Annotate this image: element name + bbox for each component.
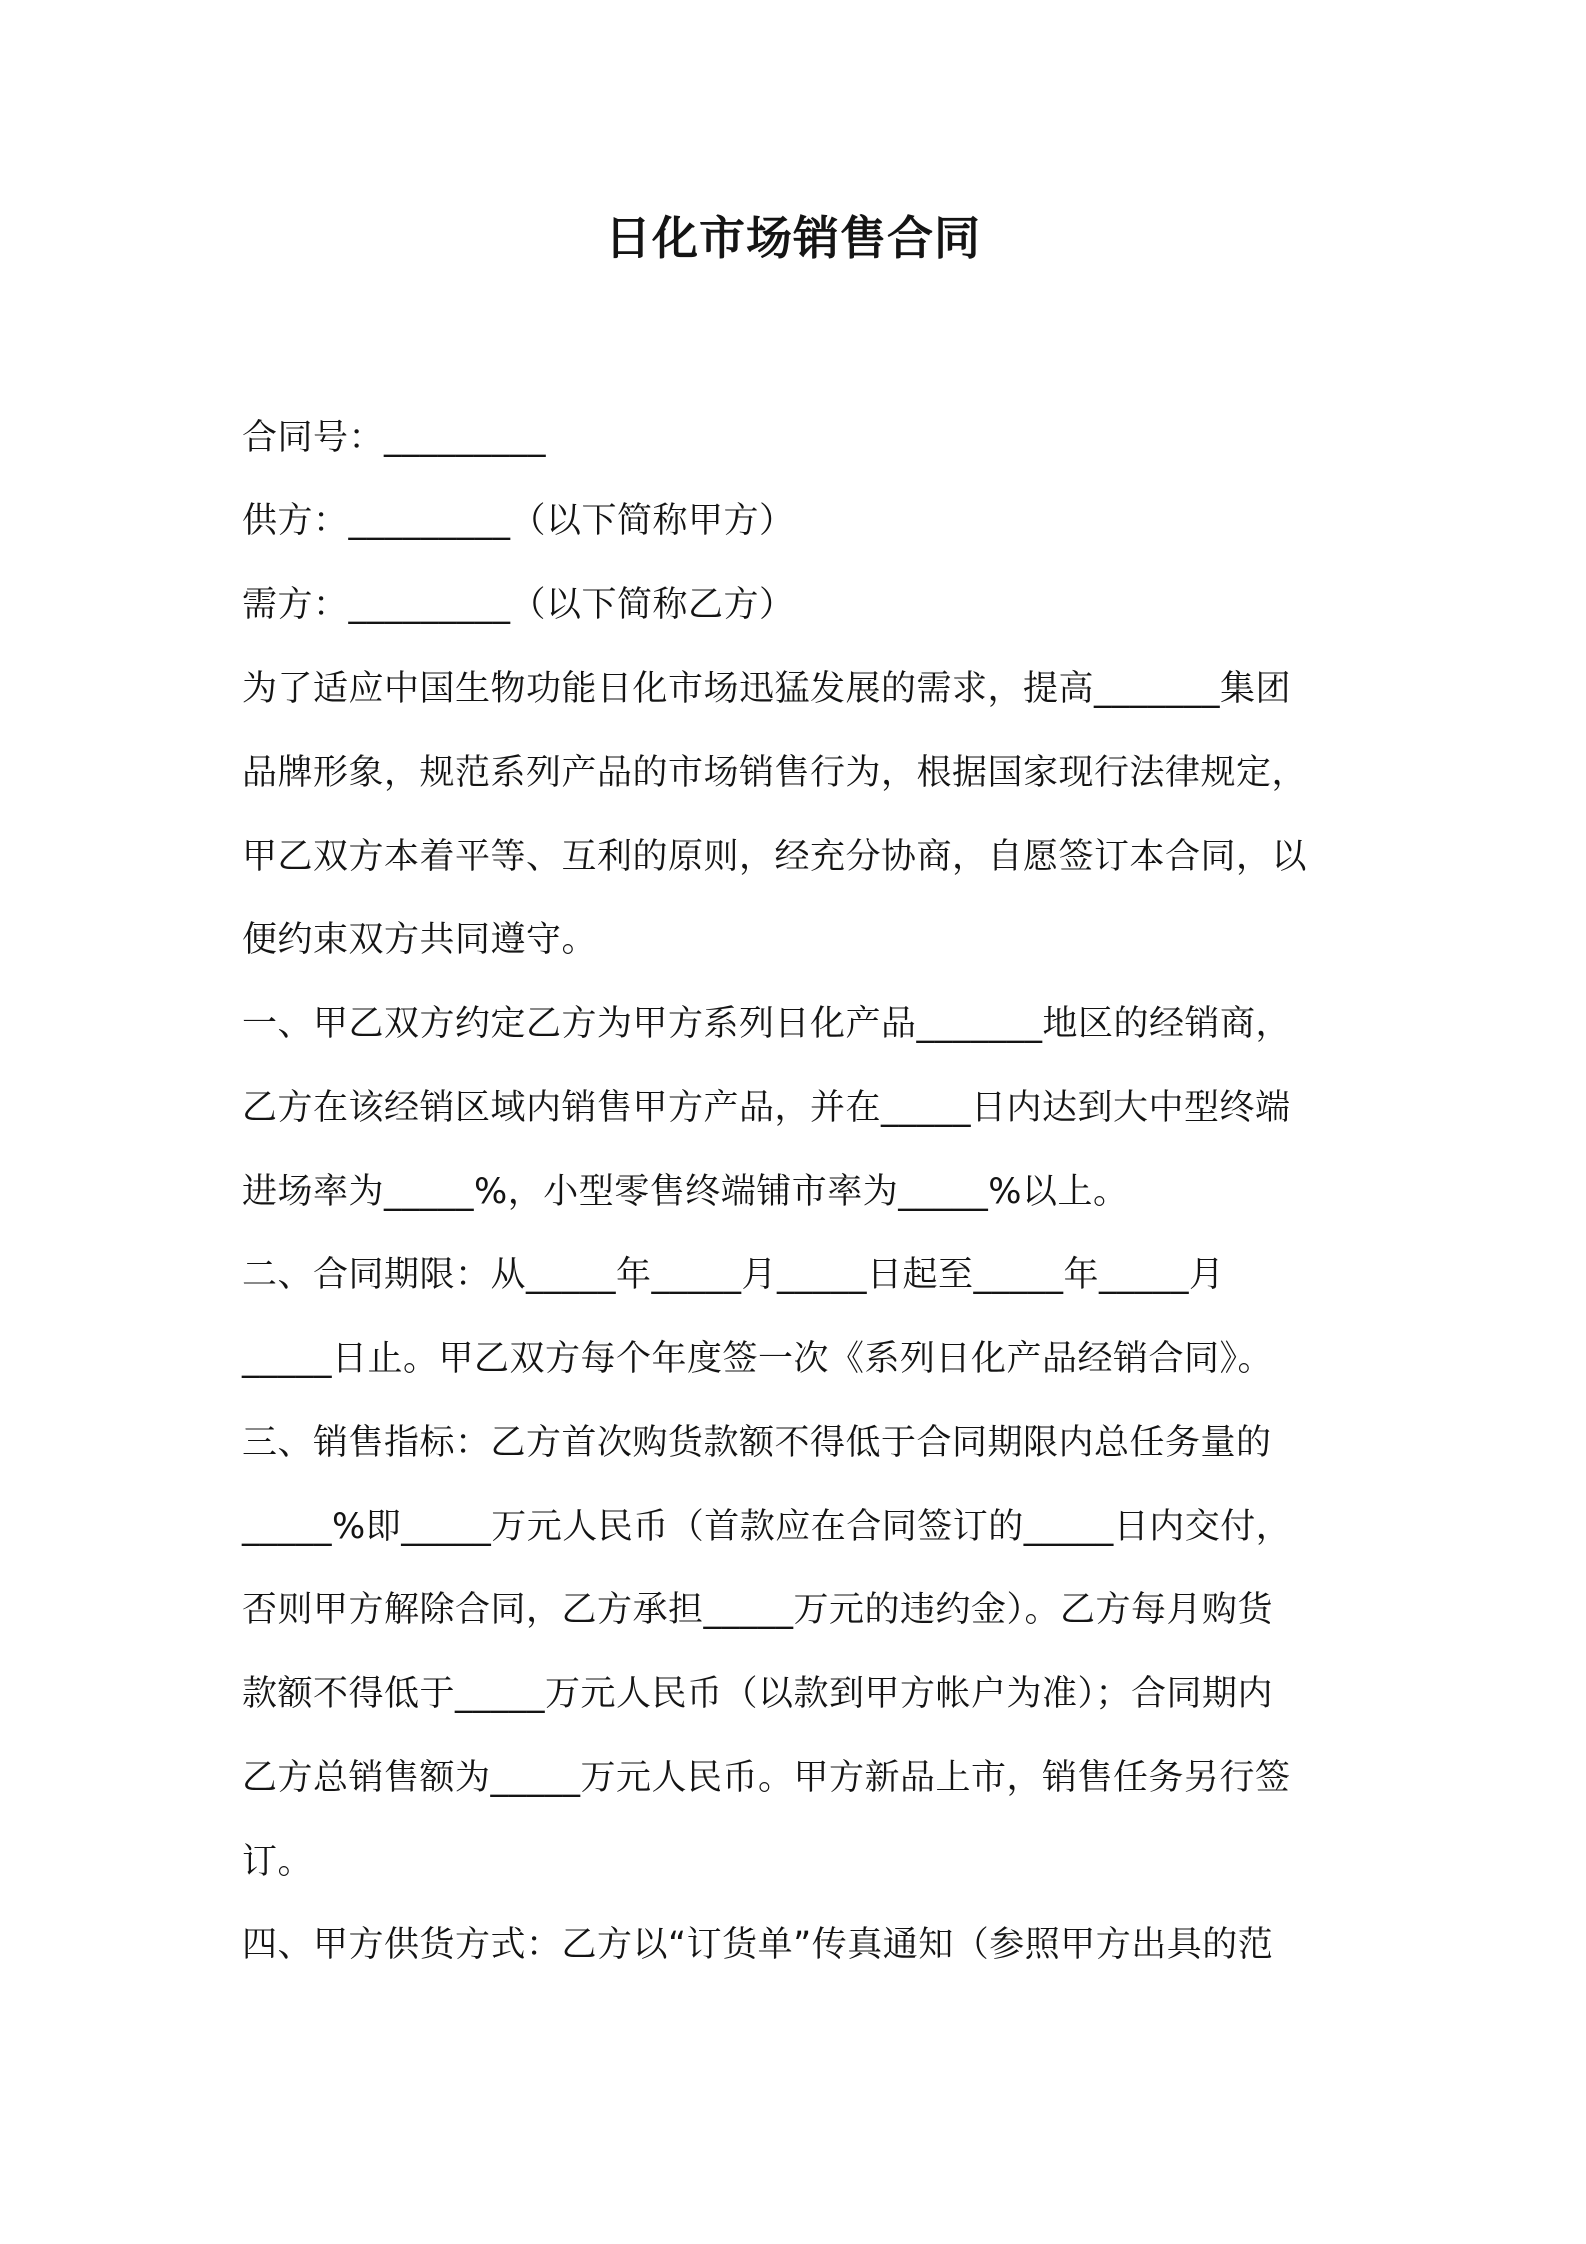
preamble-line: 品牌形象，规范系列产品的市场销售行为，根据国家现行法律规定， <box>242 753 1308 793</box>
clause-2-line: 二、合同期限：从_____年_____月_____日起至_____年_____月 <box>242 1255 1225 1295</box>
document-title: 日化市场销售合同 <box>605 211 981 265</box>
clause-2-line: _____日止。甲乙双方每个年度签一次《系列日化产品经销合同》。 <box>242 1339 1274 1379</box>
clause-1-line: 一、甲乙双方约定乙方为甲方系列日化产品_______地区的经销商， <box>242 1004 1292 1044</box>
contract-number-line: 合同号：_________ <box>242 418 547 458</box>
buyer-line: 需方：_________（以下简称乙方） <box>242 585 795 625</box>
clause-3-line: 订。 <box>242 1842 314 1882</box>
clause-3-line: 乙方总销售额为_____万元人民币。甲方新品上市，销售任务另行签 <box>242 1758 1291 1798</box>
clause-4-line: 四、甲方供货方式：乙方以“订货单”传真通知（参照甲方出具的范 <box>242 1925 1274 1965</box>
clause-1-line: 乙方在该经销区域内销售甲方产品，并在_____日内达到大中型终端 <box>242 1088 1291 1128</box>
clause-3-line: 款额不得低于_____万元人民币（以款到甲方帐户为准）；合同期内 <box>242 1674 1274 1714</box>
clause-3-line: 三、销售指标：乙方首次购货款额不得低于合同期限内总任务量的 <box>242 1423 1272 1463</box>
preamble-line: 甲乙双方本着平等、互利的原则，经充分协商，自愿签订本合同，以 <box>242 837 1308 877</box>
preamble-line: 为了适应中国生物功能日化市场迅猛发展的需求，提高_______集团 <box>242 669 1292 709</box>
clause-3-line: 否则甲方解除合同，乙方承担_____万元的违约金）。乙方每月购货 <box>242 1590 1274 1630</box>
clause-1-line: 进场率为_____%，小型零售终端铺市率为_____%以上。 <box>242 1172 1129 1212</box>
preamble-line: 便约束双方共同遵守。 <box>242 920 598 960</box>
supplier-line: 供方：_________（以下简称甲方） <box>242 501 795 541</box>
clause-3-line: _____%即_____万元人民币（首款应在合同签订的_____日内交付， <box>242 1507 1292 1547</box>
